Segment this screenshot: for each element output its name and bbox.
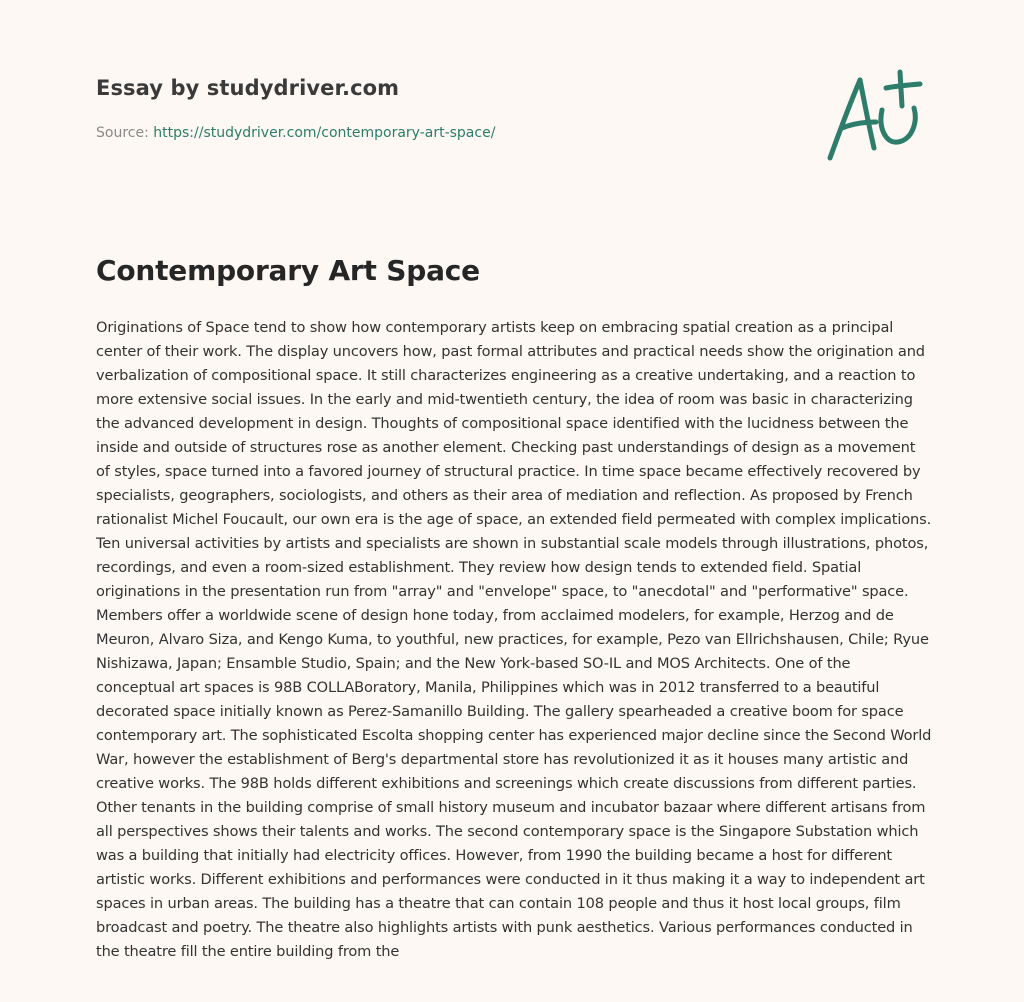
site-header: [96, 76, 399, 100]
essay-title: Contemporary Art Space: [96, 254, 480, 287]
a-plus-logo-icon: [820, 66, 930, 166]
site-title: Essay by studydriver.com: [96, 76, 400, 100]
source-label: Source:: [96, 125, 154, 141]
essay-body: Originations of Space tend to show how contemporary artists keep on embracing spatial creation as a principal center of their work. The display uncovers how, past formal attributes and practical needs show the origination and verbalization of compositional space. It still characterizes engineering as a creative undertaking, and a reaction to more extensive social issues. In the early and mid-twentieth century, the idea of room was basic in characterizing the advanced development in design. Thoughts of compositional space identified with the lucidness between the inside and outside of structures rose as another element. Checking past understandings of design as a movement of styles, space turned into a favored journey of structural practice. In time space became effectively recovered by specialists, geographers, sociologists, and others as their area of mediation and reflection. As proposed by French rationalist Michel Foucault, our own era is the age of space, an extended field permeated with complex implications. Ten universal activities by artists and specialists are shown in substantial scale models through illustrations, photos, recordings, and even a room-sized establishment. They review how design tends to extended field. Spatial originations in the presentation run from "array" and "envelope" space, to "anecdotal" and "performative" space. Members offer a worldwide scene of design hone today, from acclaimed modelers, for example, Herzog and de Meuron, Alvaro Siza, and Kengo Kuma, to youthful, new practices, for example, Pezo van Ellrichshausen, Chile; Ryue Nishizawa, Japan; Ensamble Studio, Spain; and the New York-based SO-IL and MOS Architects. One of the conceptual art spaces is 98B COLLABoratory, Manila, Philippines which was in 2012 transferred to a beautiful decorated space initially known as Perez-Samanillo Building. The gallery spearheaded a creative boom for space contemporary art. The sophisticated Escolta shopping center has experienced major decline since the Second World War, however the establishment of Berg's departmental store has revolutionized it as it houses many artistic and creative works. The 98B holds different exhibitions and screenings which create discussions from different parties. Other tenants in the building comprise of small history museum and incubator bazaar where different artisans from all perspectives shows their talents and works. The second contemporary space is the Singapore Substation which was a building that initially had electricity offices. However, from 1990 the building became a host for different artistic works. Different exhibitions and performances were conducted in it thus making it a way to independent art spaces in urban areas. The building has a theatre that can contain 108 people and thus it host local groups, film broadcast and poetry. The theatre also highlights artists with punk aesthetics. Various performances conducted in the theatre fill the entire building from the: [96, 319, 932, 960]
source-link[interactable]: https://studydriver.com/contemporary-art-space/: [153, 125, 496, 141]
source-line: [96, 125, 495, 141]
